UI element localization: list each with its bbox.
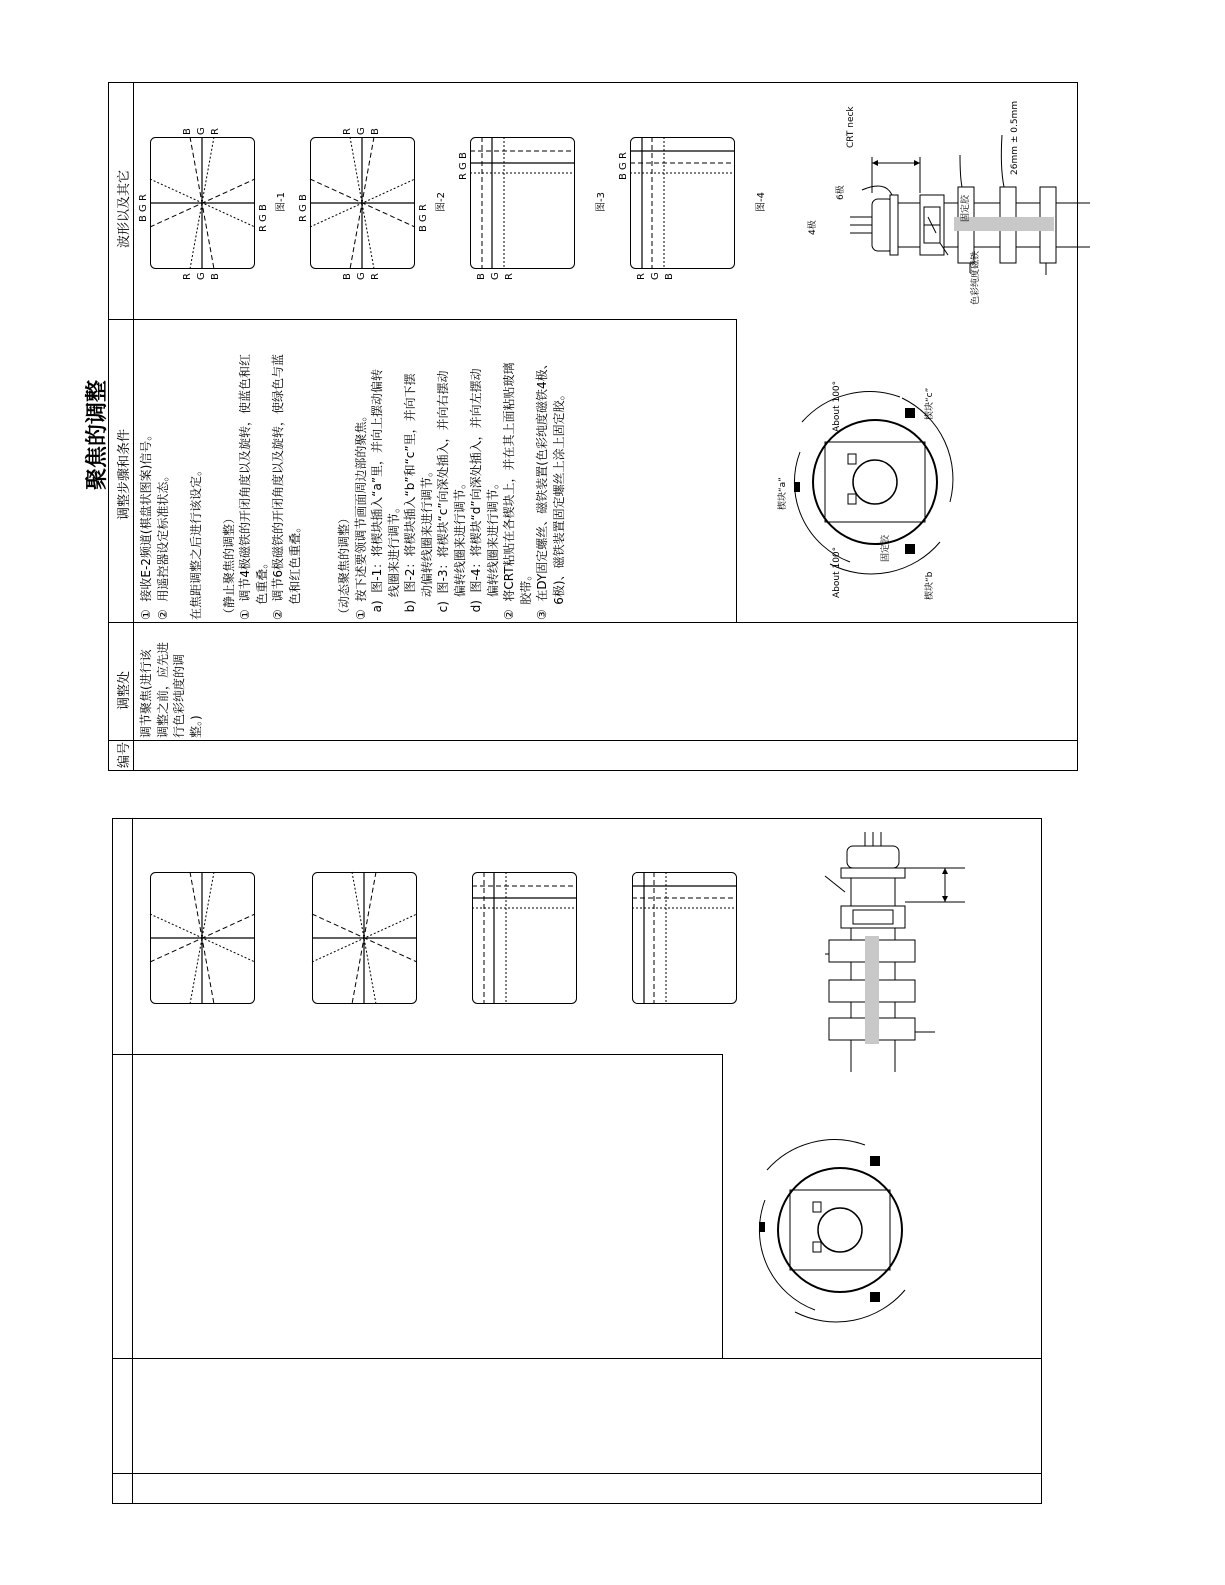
- crt-neck-diagram: [850, 95, 1050, 345]
- figure-2-bottom-labels: B G R: [418, 204, 429, 232]
- figure-4-left-r: R: [636, 273, 647, 280]
- pole4-label: 4极: [808, 220, 818, 235]
- figure-1-left-b: B: [210, 273, 221, 280]
- pole6-label: 6极: [836, 185, 846, 200]
- figure-1-right-g: G: [196, 127, 207, 135]
- wedge-c-label: 楔块“c”: [925, 387, 935, 420]
- header-waveform: 波形以及其它: [117, 169, 132, 248]
- figure-1-left-g: G: [196, 272, 207, 280]
- figure-2-right-g: G: [356, 127, 367, 135]
- figure-4-screen: [630, 137, 735, 269]
- figure-4-left-b: B: [664, 273, 675, 280]
- figure-3-top-labels: R G B: [458, 152, 469, 180]
- blank-figure-1: [150, 872, 255, 1004]
- figure-4-top-labels: B G R: [618, 152, 629, 180]
- header-number: 编号: [117, 741, 132, 768]
- blank-figure-3: [472, 872, 577, 1004]
- header-procedure: 调整步骤和条件: [117, 428, 132, 520]
- neck-fixing-glue-label: 固定胶: [961, 194, 971, 222]
- figure-3-left-b: B: [476, 273, 487, 280]
- figure-2-left-r: R: [370, 273, 381, 280]
- header-location: 调整处: [117, 670, 132, 710]
- blank-figure-2: [312, 872, 417, 1004]
- wedge-a-label: 楔块“a”: [778, 477, 788, 510]
- figure-1-left-r: R: [182, 273, 193, 280]
- figure-3-screen: [470, 137, 575, 269]
- dimension-label: 26mm ± 0.5mm: [1010, 100, 1020, 175]
- figure-2-left-g: G: [356, 272, 367, 280]
- blank-crt-neck-diagram: [825, 832, 1025, 1082]
- figure-3-caption: 图-3: [596, 192, 607, 212]
- figure-2-caption: 图-2: [436, 192, 447, 212]
- yoke-fixing-glue-label: 固定胶: [881, 534, 891, 562]
- figure-1-bottom-labels: R G B: [258, 204, 269, 232]
- about-100-bottom: About 100°: [832, 546, 842, 598]
- blank-yoke-diagram: [755, 1140, 935, 1340]
- figure-1-right-b: B: [182, 128, 193, 135]
- crt-neck-label: CRT neck: [846, 106, 856, 148]
- figure-2-right-r: R: [342, 128, 353, 135]
- location-text: 调节聚焦(进行该 调整之前，应先进 行色彩纯度的调 整。): [139, 641, 203, 738]
- figure-2-top-labels: R G B: [298, 194, 309, 222]
- procedure-text: ① 接收E-2频道(棋盘状图案)信号。 ② 用遥控器设定标准状态。 在焦距调整之后进行该设定。 （静止聚焦的调整） ① 调节4极磁铁的开闭角度以及旋转，使蓝色和红 色重叠。 ② 调节6极磁铁的开闭角度以及旋转，使绿色与蓝 色和红色重叠。 （动态聚焦的调整） ① 按下述要领调节画面周边部的聚焦。 a) 图-1：将楔块插入“a”里，并向上摆动偏转 线圈来进行调节。 b) 图-2：将楔块插入“b”和“c”里，并向下摆 动偏转线圈来进行调节。 c) 图-3：将楔块“c”向深处插入，并向右摆动 偏转线圈来进行调节。 d) 图-4：将楔块“d”向深处插入，并向左摆动 偏转线圈来进行调节。 ② 将CRT粘贴在各楔块上，并在其上面粘贴玻璃 胶带。 ③ 在DY固定螺丝、磁铁装置(色彩纯度磁铁4极、 6极)、磁铁装置固定螺丝上涂上固定胶。: [139, 353, 566, 620]
- figure-2-left-b: B: [342, 273, 353, 280]
- figure-1-screen: [150, 137, 255, 269]
- figure-3-left-g: G: [490, 272, 501, 280]
- blank-figure-4: [632, 872, 737, 1004]
- figure-2-screen: [310, 137, 415, 269]
- figure-4-left-g: G: [650, 272, 661, 280]
- figure-1-caption: 图-1: [276, 192, 287, 212]
- purity-magnet-label: 色彩纯度磁铁: [971, 250, 981, 305]
- about-100-top: About 100°: [832, 380, 842, 432]
- figure-4-caption: 图-4: [756, 192, 767, 212]
- wedge-b-label: 楔块“b: [925, 571, 935, 600]
- figure-1-right-r: R: [210, 128, 221, 135]
- page-title: 聚焦的调整: [85, 379, 110, 490]
- figure-1-top-labels: B G R: [138, 194, 149, 222]
- figure-2-right-b: B: [370, 128, 381, 135]
- figure-3-left-r: R: [504, 273, 515, 280]
